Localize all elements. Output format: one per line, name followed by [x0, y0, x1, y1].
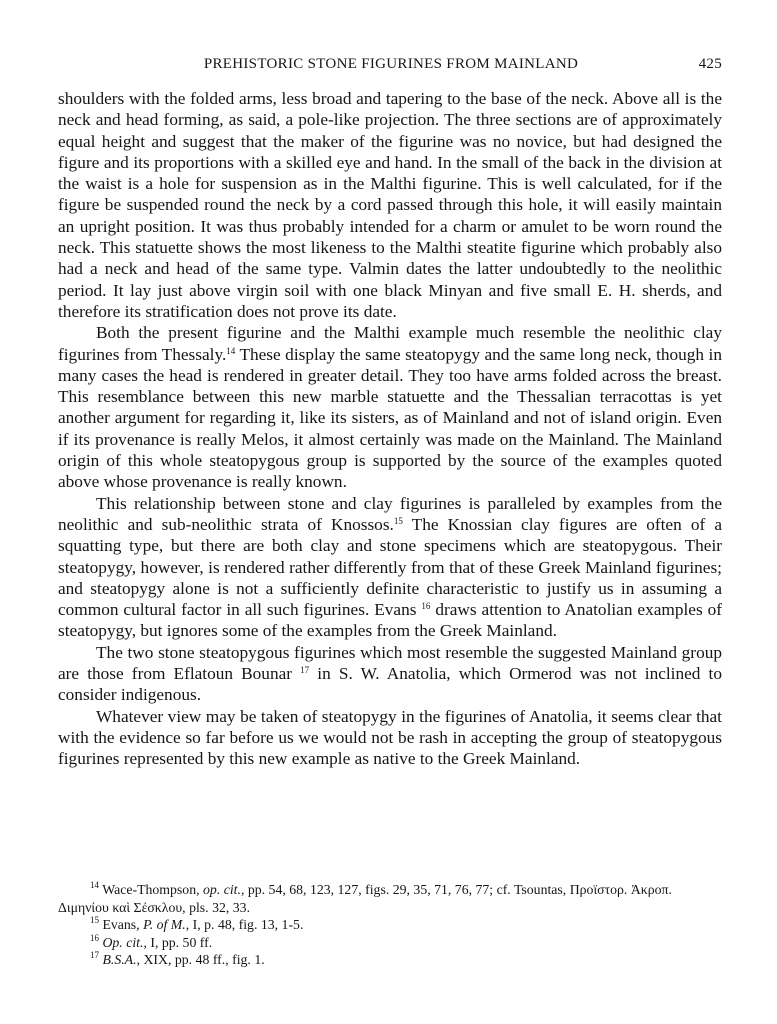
running-title: PREHISTORIC STONE FIGURINES FROM MAINLAND	[203, 56, 579, 72]
footnote-number-15: 15	[90, 915, 99, 925]
footnote-number-16: 16	[90, 932, 99, 943]
footnote-ref-15[interactable]: 15	[393, 515, 403, 526]
paragraph-3-text-b: The Knossian clay figures are often of a squatting type, but there are both clay and stone specimens which are steatopygous. Their steatopygy, however, is rendered rather differently from that of these Greek Mainland figurines; and steatopygy alone is not a sufficiently definite characteristic to justify us in assuming a common cultural factor in all such figurines. Evans	[58, 514, 722, 620]
footnote-16	[58, 934, 722, 952]
running-header	[60, 56, 722, 78]
paragraph-2-text-a: Both the present figurine and the Malthi example much resemble the neolithic clay figurines from Thessaly.	[58, 323, 722, 364]
footnote-15	[58, 916, 722, 934]
footnote-number-17: 17	[90, 950, 99, 960]
footnote-16-text-b: , I, pp. 50 ff.	[143, 934, 213, 950]
footnote-15-text-b: , I, p. 48, fig. 13, 1-5.	[185, 917, 304, 932]
paragraph-3-text-c: draws attention to Anatolian examples of steatopygy, but ignores some of the examples from the Greek Mainland.	[58, 600, 723, 641]
footnote-15-italic: P. of M.	[143, 917, 186, 932]
footnote-16-italic: Op. cit.	[99, 934, 144, 950]
paragraph-1: shoulders with the folded arms, less broad and tapering to the base of the neck. Above all is the neck and head forming, as said, a pole-like projection. The three sections are of approximately equal height and suggest that the maker of the figurine was no novice, but had designed the figure and its proportions with a skilled eye and hand. In the small of the back in the division at the waist is a hole for suspension as in the Malthi figurine. This is well calculated, for if the figure be suspended round the neck by a cord passed through this hole, it will easily maintain an upright position. It was thus probably intended for a charm or amulet to be worn round the neck. This statuette shows the most likeness to the Malthi steatite figurine which probably also had a neck and head of the same type. Valmin dates the latter undoubtedly to the neolithic period. It lay just above virgin soil with one black Minyan and five small E. H. sherds, and therefore its stratification does not prove its date.	[58, 89, 722, 321]
page-number: 425	[698, 56, 722, 72]
paragraph-5: Whatever view may be taken of steatopygy in the figurines of Anatolia, it seems clear that with the evidence so far before us we would not be rash in accepting the group of steatopygous figurines represented by this new example as native to the Greek Mainland.	[58, 706, 722, 769]
footnote-17	[58, 951, 722, 969]
paragraph-2-text-b: These display the same steatopygy and the same long neck, though in many cases the head is rendered in greater detail. They too have arms folded across the breast. This resemblance between this new marble statuette and the Thessalian terracottas is yet another argument for regarding it, like its sisters, as of Mainland and not of island origin. Even if its provenance is really Melos, it almost certainly was made on the Mainland. The Mainland origin of this whole steatopygous group is supported by the source of the examples quoted above whose provenance is really known.	[58, 344, 722, 492]
footnote-17-text-b: , XIX, pp. 48 ff., fig. 1.	[136, 952, 265, 967]
paragraph-4	[58, 642, 722, 706]
footnote-number-14: 14	[90, 880, 99, 890]
footnote-17-italic: B.S.A.	[99, 952, 137, 967]
footnote-ref-14[interactable]: 14	[226, 345, 236, 356]
footnote-14-text-b: , pp. 54, 68, 123, 127, figs. 29, 35, 71, 76, 77; cf. Tsountas, Προϊστορ. Ἀκροπ. Διμηνίου καὶ Σέσκλου, pls. 32, 33.	[58, 882, 672, 915]
footnotes	[58, 881, 722, 969]
footnote-14-italic: op. cit.	[203, 882, 241, 897]
footnote-14	[58, 881, 722, 916]
paragraph-4-text-b: in S. W. Anatolia, which Ormerod was not inclined to consider indigenous.	[58, 664, 722, 705]
paragraph-4-text-a: The two stone steatopygous figurines which most resemble the suggested Mainland group are those from Eflatoun Bounar	[58, 642, 722, 684]
footnote-14-text-a: Wace-Thompson,	[99, 882, 204, 897]
paragraph-3	[58, 493, 722, 642]
paragraph-3-text-a: This relationship between stone and clay figurines is paralleled by examples from the neolithic and sub-neolithic strata of Knossos.	[58, 493, 722, 534]
footnote-15-text-a: Evans,	[99, 917, 144, 932]
footnote-ref-17[interactable]: 17	[300, 665, 310, 676]
main-text	[58, 88, 722, 770]
footnote-ref-16[interactable]: 16	[421, 601, 431, 612]
paragraph-2	[58, 322, 722, 492]
